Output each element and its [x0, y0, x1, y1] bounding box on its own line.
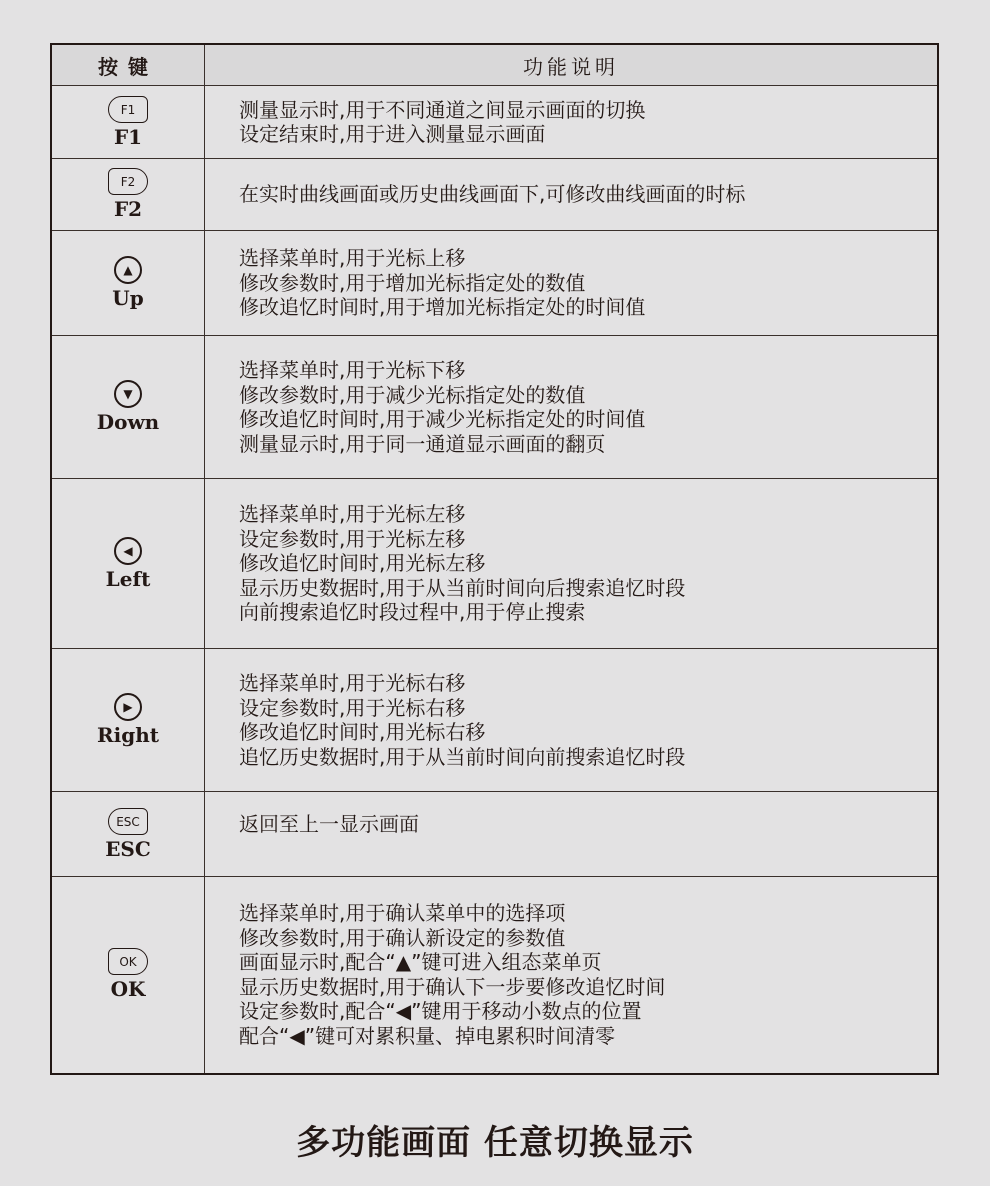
- description-cell: [205, 336, 939, 479]
- header-key: 按键: [51, 44, 205, 86]
- description-cell: [205, 159, 939, 231]
- description-line: 显示历史数据时,用于从当前时间向后搜索追忆时段: [239, 575, 686, 600]
- right-arrow-icon: ▶: [114, 693, 142, 721]
- ok-key-icon: OK: [108, 948, 148, 975]
- description-line: 测量显示时,用于同一通道显示画面的翻页: [239, 431, 606, 456]
- description-cell: [205, 649, 939, 792]
- description-line: 修改追忆时间时,用光标右移: [239, 720, 486, 744]
- key-name: Up: [112, 286, 144, 310]
- f2-key-icon: F2: [108, 168, 148, 195]
- key-cell: [51, 649, 205, 792]
- description-line: 选择菜单时,用于确认菜单中的选择项: [239, 901, 566, 926]
- caption: 多功能画面 任意切换显示: [296, 1123, 694, 1163]
- header-function: 功能说明: [205, 44, 939, 86]
- table-row: [51, 159, 938, 231]
- description-line: 画面显示时,配合“▲”键可进入组态菜单页: [239, 950, 602, 975]
- table-row: [51, 231, 938, 336]
- table-row: [51, 792, 938, 877]
- description-line: 选择菜单时,用于光标上移: [239, 246, 466, 271]
- description-line: 在实时曲线画面或历史曲线画面下,可修改曲线画面的时标: [239, 182, 746, 207]
- description-cell: [205, 86, 939, 159]
- description-line: 选择菜单时,用于光标右移: [239, 671, 466, 695]
- description-line: 设定参数时,用于光标左移: [239, 526, 466, 551]
- description-line: 配合“◀”键可对累积量、掉电累积时间清零: [239, 1023, 616, 1048]
- description-cell: [205, 877, 939, 1074]
- down-arrow-icon: ▼: [114, 380, 142, 408]
- key-cell: [51, 86, 205, 159]
- description-cell: [205, 479, 939, 649]
- key-name: OK: [110, 977, 146, 1002]
- f1-key-icon: F1: [108, 96, 148, 123]
- table-row: [51, 86, 938, 159]
- description-line: 显示历史数据时,用于确认下一步要修改追忆时间: [239, 974, 666, 999]
- key-name: Left: [105, 566, 151, 591]
- description-line: 设定结束时,用于进入测量显示画面: [239, 122, 546, 146]
- description-line: 修改参数时,用于确认新设定的参数值: [239, 925, 566, 950]
- description-cell: [205, 792, 939, 877]
- key-name: Right: [97, 723, 159, 747]
- key-name: ESC: [105, 836, 151, 861]
- key-name: F2: [113, 197, 143, 221]
- key-name: Down: [96, 410, 160, 434]
- table-row: [51, 877, 938, 1074]
- description-line: 追忆历史数据时,用于从当前时间向前搜索追忆时段: [239, 744, 686, 769]
- description-cell: [205, 231, 939, 336]
- key-cell: [51, 336, 205, 479]
- description-line: 选择菜单时,用于光标下移: [239, 358, 466, 382]
- description-line: 修改追忆时间时,用于减少光标指定处的时间值: [239, 407, 646, 431]
- table-row: [51, 649, 938, 792]
- key-cell: [51, 479, 205, 649]
- esc-key-icon: ESC: [108, 808, 148, 835]
- description-line: 测量显示时,用于不同通道之间显示画面的切换: [239, 97, 646, 122]
- table-row: [51, 479, 938, 649]
- description-line: 设定参数时,配合“◀”键用于移动小数点的位置: [239, 999, 642, 1024]
- description-line: 修改追忆时间时,用于增加光标指定处的时间值: [239, 295, 646, 320]
- description-line: 修改追忆时间时,用光标左移: [239, 551, 486, 576]
- key-function-table: [50, 43, 939, 1075]
- key-cell: [51, 877, 205, 1074]
- key-cell: [51, 231, 205, 336]
- key-name: F1: [113, 124, 143, 149]
- description-line: 修改参数时,用于减少光标指定处的数值: [239, 382, 586, 407]
- description-line: 向前搜索追忆时段过程中,用于停止搜索: [239, 600, 586, 625]
- description-line: 选择菜单时,用于光标左移: [239, 502, 466, 527]
- description-line: 修改参数时,用于增加光标指定处的数值: [239, 270, 586, 295]
- up-arrow-icon: ▲: [114, 256, 142, 284]
- description-line: 设定参数时,用于光标右移: [239, 695, 466, 720]
- key-cell: [51, 159, 205, 231]
- table-row: [51, 336, 938, 479]
- key-cell: [51, 792, 205, 877]
- left-arrow-icon: ◀: [114, 537, 142, 565]
- description-line: 返回至上一显示画面: [239, 812, 419, 836]
